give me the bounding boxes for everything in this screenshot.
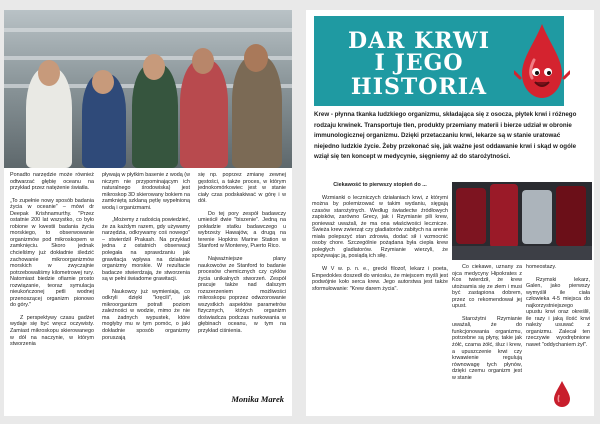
right-col-1 (312, 182, 448, 298)
title-line-2: I JEGO (374, 50, 464, 76)
paragraph: „To zupełnie nowy sposób badania życia w oceanie” – mówi dr Deepak Krishnamurthy. "Przez ostatnie 200 lat wszystko, co było robione w kwestii badania życia morskiego, to obserwowanie organizmów pod mikroskopem w zamknięciu. Skoro jednak chcieliśmy już dokładnie śledzić zachowanie mikroorganizmów morskich w zwyczajnie potrzebowaliśmy kilometrowej rury. Natomiast biedzie ofiarnie prosto rozwiązanie, teoraz symulacja nieukończonej petli wodnej przenoszącej organizm pionowo do góry." (10, 197, 94, 309)
paragraph: Wzmianki o leczniczych działaniach krwi, z którymi można by polemizować w takim wydaniu, sięgają czasów starożytnych. Według świadectw źródłowych zapisków, zarówno Grecy, jak i Rzymianie pili krew, ponieważ uważali, że ma ona właściwości lecznicze. Świeża krew zwierząt czy gladiatorów zabitych na arenie miała polepszyć stan zdrowia, dodać sił i wzmocnić osoby chore. Szczególnie pożądana była ciepła krew poległych gladiatorów. Rzymianie wierzyli, że spożywając ją, posiądą ich siłę. (312, 194, 448, 260)
paragraph: homeostazy. (526, 264, 557, 270)
paragraph: W V w. p. n. e., grecki filozof, lekarz i poeta, Empedokles doszedł do wniosku, że miejscem myśli jest podwójnie koło serca krew. Jego autorstwa jest także sformułowanie: "Krew darem życia". (312, 266, 448, 292)
paragraph: Starożytni Rzymianie uważali, że do funkcjonowania organizmu, potrzebne są płyny, takie jak żółć, czarna żółć, śluz i krew, a upuszczenie krwi czy krwawienie regulują równowagę tych płynów, dzięki czemu organizm jest w stanie (452, 315, 522, 381)
left-page (4, 10, 292, 416)
paragraph: Do tej pory zespół badawczy umieścił dwie "biszenie". Jedną na pokładzie statku badawczego u wybrzeży Hawajów, a drugą na terenie Hopkins Marine Station w Stanford w Monterey, Puerto Rico. (198, 210, 286, 250)
lab-team-photo (4, 10, 292, 168)
title-line-1: DAR KRWI (347, 28, 490, 54)
left-col-1 (10, 172, 94, 354)
paragraph: Najważniejsze plany naukowców ze Stanford to badanie procesów chemicznych czy cyklów życia unikalnych stworzeń. Zespół pracuje także nad dalszym rozszerzeniem możliwości mikroskopu poprzez odwzorowanie wszystkich aspektów parametrów fizycznych, których organizm doświadcza podczas nurkowania w głębinach oceanu, w tym na przykład ciśnienia. (198, 256, 286, 335)
paragraph: się np. poprzez zmianę zewnej gęstości, a także proces, w którym jednokomórkowiec jest w stanie ciały czas podskakiwać w górę i w dół. (198, 172, 286, 205)
paragraph: „Możemy z radością powiedzieć, że za każdym razem, gdy używamy narzędzia, odkrywamy coś nowego” – stwierdził Prakash. Na przykład jedna z ostatnich obserwacji polegała na sprawdzaniu jak grawitacja wpływa na działanie organizmy morskie. W rezultacie badacze stwierdzają, że stworzenia są w pełni świadome grawitacji. (102, 217, 190, 283)
right-col-3 (526, 264, 590, 355)
left-col-2 (102, 172, 190, 347)
subheading: Ciekawość to pierwszy stopień do ... (333, 182, 427, 188)
blood-drop-mascot-icon (514, 20, 570, 102)
right-col-2 (452, 264, 522, 387)
lead-paragraph: Krew - płynna tkanka ludzkiego organizmu, składająca się z osocza, płytek krwi i różnego rodzaju krwinek. Transportuje tlen, produkty przemiany materii i bierze udział w obronie immunologicznej organizmu. Dzięki przetaczaniu krwi, lekarze są w stanie uratować niejedno ludzkie życie. Żeby przekonać się, jak ważne jest oddawanie krwi i skąd w ogóle wziął się ten koncept w medycynie, sięgniemy aż do starożytności. (314, 111, 577, 160)
blood-drop-icon (552, 380, 572, 408)
paragraph: Rzymski lekarz, Galen, jako pierwszy wymyślił ile ciała człowieka 4-5 miejsca do najkorzystniejszego upustu krwi oraz określił, ile razy i jaką ilość krwi należy usuwać z organizmu. Zalecał ten rzeczywie wyodrębnione nawet "oddychaniem żył". (526, 276, 590, 349)
paragraph: Ponadto narzędzie może również odtwarzać głębię oceanu na przykład przez natężenie światła. (10, 172, 94, 192)
paragraph: pływają w płytkim basenie z wodą (w niczym nie przypominającym ich naturalnego środowiska) jest mikroskop 3D skierowany bokiem na zamkniętą szklaną pętlę wypełnioną wodą i organizmami. (102, 172, 190, 211)
title-line-3: HISTORIA (350, 74, 488, 100)
left-col-3 (198, 172, 286, 341)
paragraph: Z perspektywy czasu gadżet wydaje się być wręcz oczywisty. Zamiast mikroskopu skierowanego w dół na naczynie, w którym stworzenia (10, 314, 94, 348)
title-banner (314, 16, 564, 106)
paragraph: Co ciekawe, uznany za ojca medycyny Hipokrates z Kos twierdził, że krew utożsamia się ze złem i musi być zastąpiona dobrem, przez co rekomendował jej upust. (452, 264, 522, 310)
right-page (306, 10, 594, 416)
paragraph: Naukowcy już wymieniają, co odkryli dzięki "kręcili", jak mikroorganizm potrafi poziom zależności w wodzie, mimo że nie ma żadnych wypustek, które mogłyby mu w tym pomóc, o jaki dokładnie sposób organizmy poruszają (102, 288, 190, 341)
author-signature: Monika Marek (231, 394, 284, 404)
blood-bags-photo (452, 182, 592, 260)
